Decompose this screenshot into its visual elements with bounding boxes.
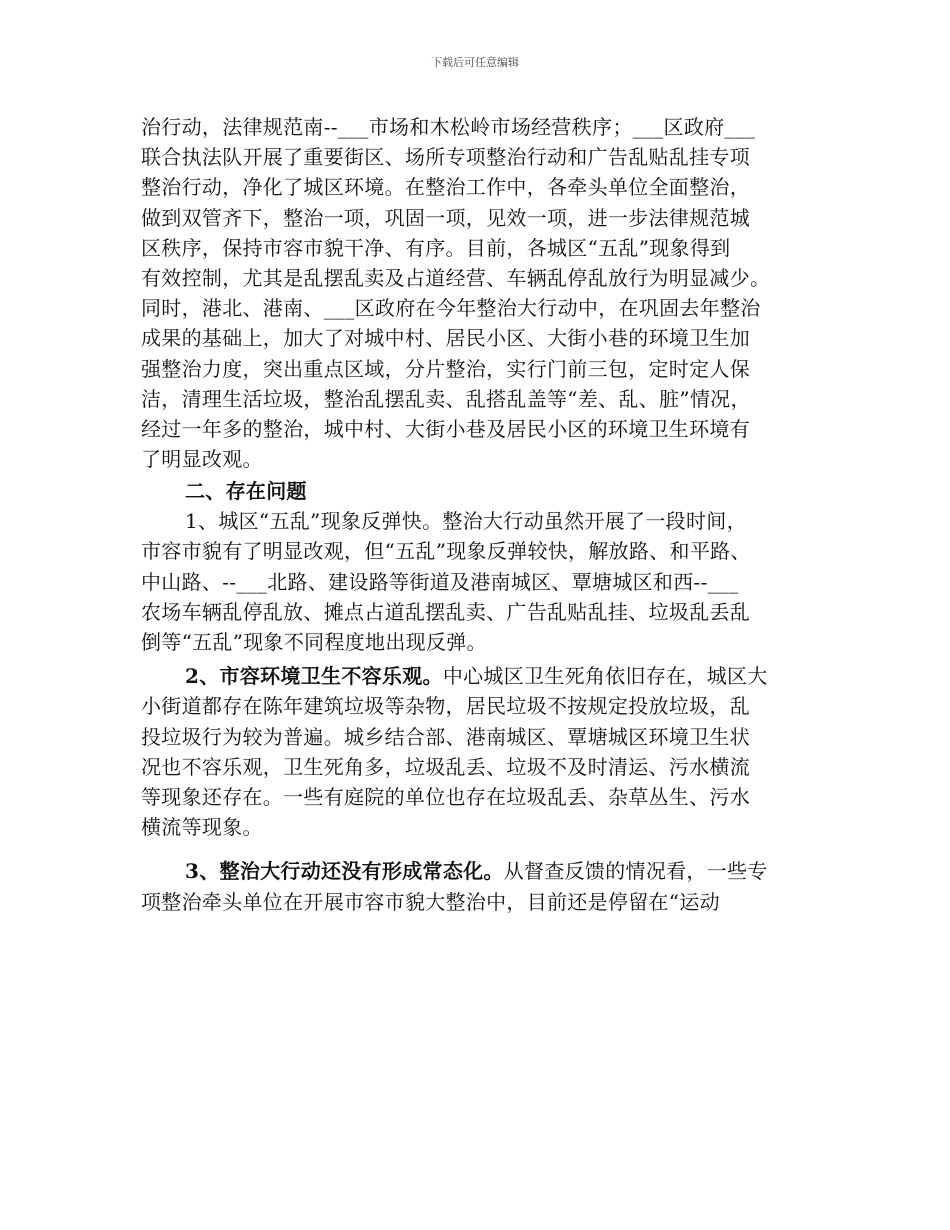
text-line: 市容市貌有了明显改观，但“五乱”现象反弹较快，解放路、和平路、: [141, 539, 751, 564]
text-line: 农场车辆乱停乱放、摊点占道乱摆乱卖、广告乱贴乱挂、垃圾乱丢乱: [141, 599, 750, 624]
text-line: 1、城区“五乱”现象反弹快。整治大行动虽然开展了一段时间，: [185, 509, 747, 534]
text-line: 况也不容乐观，卫生死角多，垃圾乱丢、垃圾不及时清运、污水横流: [141, 754, 750, 779]
text-line: 经过一年多的整治，城中村、大街小巷及居民小区的环境卫生环境有: [141, 416, 750, 441]
text-line: [141, 661, 831, 691]
paragraph-enforcement: [141, 112, 831, 474]
item-title: 2、市容环境卫生不容乐观。: [185, 664, 443, 689]
text-line: 了明显改观。: [141, 447, 263, 472]
item-title: 3、整治大行动还没有形成常态化。: [185, 859, 504, 884]
document-body: [141, 112, 831, 917]
text-line: 横流等现象。: [141, 815, 263, 840]
text-line: 成果的基础上，加大了对城中村、居民小区、大街小巷的环境卫生加: [141, 326, 750, 351]
section-heading: 二、存在问题: [185, 479, 307, 504]
text-line: 整治行动，净化了城区环境。在整治工作中，各牵头单位全面整治，: [141, 175, 750, 200]
problem-item-2: [141, 661, 831, 842]
text-line: 区秩序，保持市容市貌干净、有序。目前，各城区“五乱”现象得到: [141, 235, 731, 260]
text-line: 强整治力度，突出重点区域，分片整治，实行门前三包，定时定人保: [141, 356, 750, 381]
text-line: [141, 856, 831, 886]
text-line: 有效控制，尤其是乱摆乱卖及占道经营、车辆乱停乱放行为明显减少。: [141, 265, 771, 290]
text-line: 联合执法队开展了重要街区、场所专项整治行动和广告乱贴乱挂专项: [141, 145, 750, 170]
problem-item-1: [141, 506, 831, 657]
text-line: 投垃圾行为较为普遍。城乡结合部、港南城区、覃塘城区环境卫生状: [141, 724, 750, 749]
text-line: 洁，清理生活垃圾，整治乱摆乱卖、乱搭乱盖等“差、乱、脏”情况，: [141, 386, 751, 411]
text-line: 等现象还存在。一些有庭院的单位也存在垃圾乱丢、杂草丛生、污水: [141, 784, 750, 809]
text-line: 小街道都存在陈年建筑垃圾等杂物，居民垃圾不按规定投放垃圾，乱: [141, 694, 750, 719]
item-text: 从督查反馈的情况看，一些专: [503, 859, 768, 884]
problem-item-3: [141, 856, 831, 916]
text-line: 做到双管齐下，整治一项，巩固一项，见效一项，进一步法律规范城: [141, 205, 750, 230]
text-line: 治行动，法律规范南--___市场和木松岭市场经营秩序；___区政府___: [141, 115, 756, 139]
page-header: 下载后可任意编辑: [431, 56, 519, 69]
text-line: 同时，港北、港南、___区政府在今年整治大行动中，在巩固去年整治: [141, 296, 761, 321]
text-line: 项整治牵头单位在开展市容市貌大整治中，目前还是停留在“运动: [141, 889, 720, 914]
item-text: 中心城区卫生死角依旧存在，城区大: [442, 664, 768, 689]
text-line: 中山路、--___北路、建设路等街道及港南城区、覃塘城区和西--___: [141, 569, 739, 594]
text-line: 倒等“五乱”现象不同程度地出现反弹。: [141, 630, 487, 654]
